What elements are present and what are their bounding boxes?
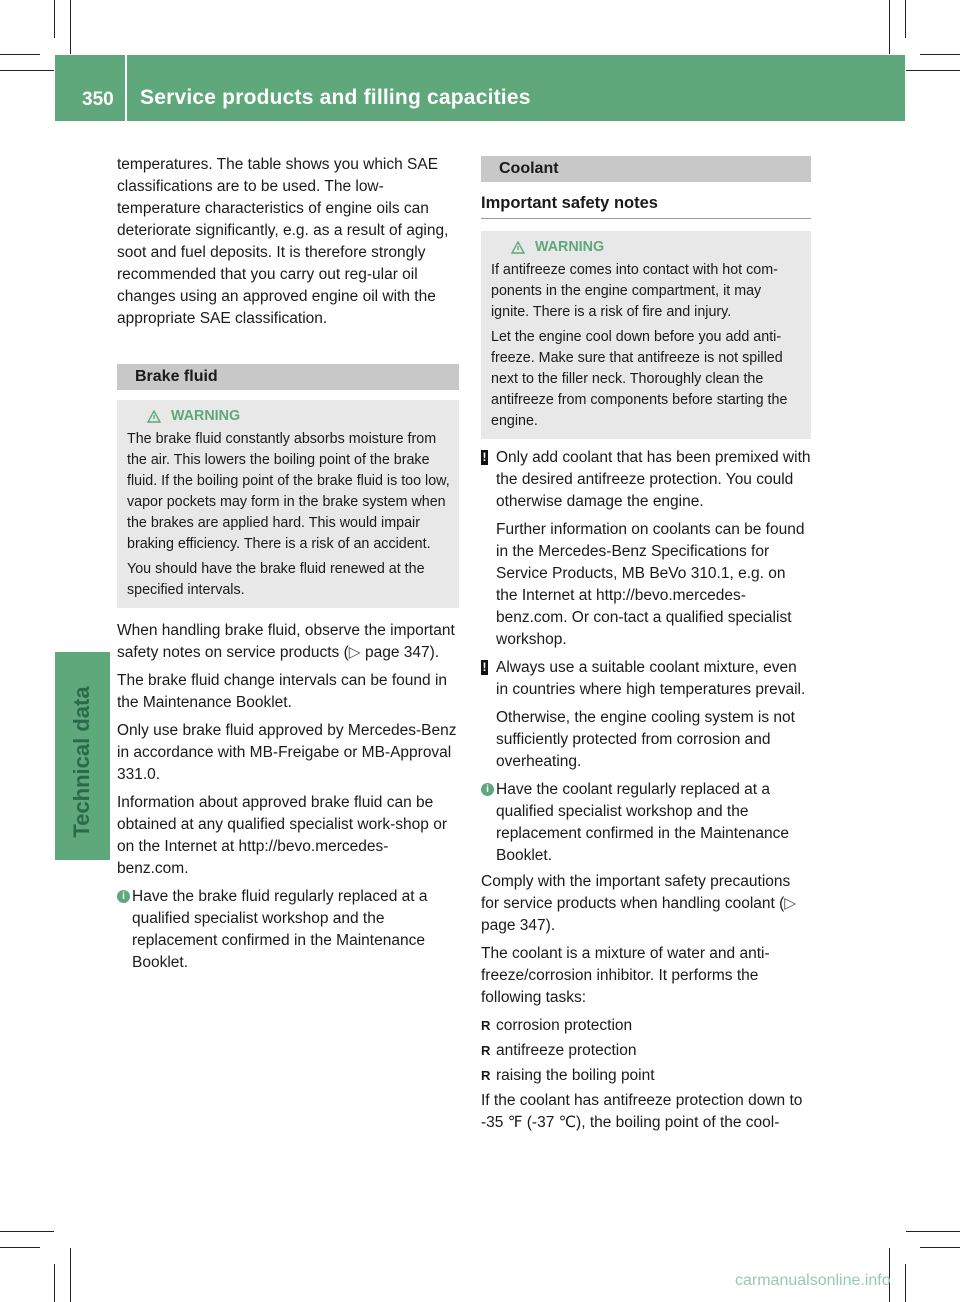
caution-text: Otherwise, the engine cooling system is not sufficiently protected from corrosion and overheating.	[496, 709, 795, 770]
crop-mark	[889, 0, 890, 54]
warning-text: The brake fluid constantly absorbs moisture from the air. This lowers the boiling point of the brake fluid. If the boiling point of the brake fluid is too low, vapor pockets may form in the brake system when the brakes are applied hard. This would impair braking efficiency. There is a risk of an accident.	[127, 431, 450, 552]
crop-mark	[54, 0, 55, 38]
warning-box-coolant	[481, 231, 811, 439]
header-divider	[125, 55, 127, 121]
info-note-text: Have the brake fluid regularly replaced at a qualified specialist workshop and the replacement confirmed in the Maintenance Booklet.	[132, 888, 428, 971]
crop-mark	[70, 1248, 71, 1302]
page-reference-link[interactable]: page 347	[481, 917, 546, 934]
info-note-text: Have the coolant regularly replaced at a qualified specialist workshop and the replacement confirmed in the Maintenance Booklet.	[496, 781, 789, 864]
crop-mark	[0, 1247, 40, 1248]
brake-info-paragraph: Information about approved brake fluid can be obtained at any qualified specialist work-shop or on the Internet at http://bevo.mercedes-benz.com.	[117, 794, 447, 877]
warning-title	[491, 237, 803, 258]
warning-title-text: WARNING	[171, 408, 241, 424]
bullet-icon: R	[481, 1018, 491, 1033]
crop-mark	[905, 0, 906, 38]
page-reference-icon: ▷	[784, 895, 797, 912]
coolant-safety-paragraph: Comply with the important safety precautions for service products when handling coolant (▷ page 347).	[481, 873, 797, 934]
warning-text: You should have the brake fluid renewed at the specified intervals.	[127, 561, 425, 598]
info-icon: i	[117, 890, 130, 903]
list-item: R corrosion protection	[481, 1015, 811, 1037]
page-reference-icon: ▷	[348, 644, 365, 661]
brake-interval-paragraph: The brake fluid change intervals can be found in the Maintenance Booklet.	[117, 672, 448, 711]
warning-triangle-icon	[147, 410, 161, 423]
crop-mark	[70, 0, 71, 54]
caution-text: Always use a suitable coolant mixture, even in countries where high temperatures prevail.	[496, 659, 806, 698]
page-reference-link[interactable]: page 347	[365, 644, 430, 661]
warning-box-brake	[117, 400, 459, 608]
page-title: Service products and filling capacities	[140, 86, 531, 109]
list-item: R raising the boiling point	[481, 1065, 811, 1087]
crop-mark	[905, 1264, 906, 1302]
section-heading-brake-fluid: Brake fluid	[117, 364, 459, 390]
right-column	[481, 156, 811, 1140]
crop-mark	[920, 1247, 960, 1248]
bullet-icon: R	[481, 1043, 491, 1058]
warning-title-text: WARNING	[535, 239, 605, 255]
section-heading-coolant: Coolant	[481, 156, 811, 182]
subheading-safety-notes: Important safety notes	[481, 192, 811, 219]
exclamation-icon: !	[482, 660, 487, 674]
page-number: 350	[82, 89, 114, 110]
warning-text: Let the engine cool down before you add anti-freeze. Make sure that antifreeze is not spilled next to the filler neck. Thoroughly clean the antifreeze from components before starting the engine.	[491, 329, 788, 429]
crop-mark	[0, 54, 40, 55]
info-icon: i	[481, 783, 494, 796]
intro-paragraph: temperatures. The table shows you which SAE classifications are to be used. The low-temperature characteristics of engine oils can deteriorate significantly, e.g. as a result of aging, soot and fuel deposits. It is therefore strongly recommended that you carry out reg-ular oil changes using an approved engine oil with the appropriate SAE classification.	[117, 156, 449, 327]
warning-title	[127, 406, 451, 427]
crop-mark	[0, 70, 54, 71]
caution-note	[481, 657, 811, 773]
warning-text: If antifreeze comes into contact with hot com-ponents in the engine compartment, it may ignite. There is a risk of fire and injury.	[491, 262, 778, 320]
info-note	[117, 886, 459, 974]
brake-safety-paragraph: When handling brake fluid, observe the important safety notes on service products (▷ page 347).	[117, 622, 455, 661]
caution-text: Only add coolant that has been premixed with the desired antifreeze protection. You could otherwise damage the engine.	[496, 449, 811, 510]
warning-triangle-icon	[511, 241, 525, 254]
crop-mark	[920, 54, 960, 55]
caution-text: Further information on coolants can be found in the Mercedes-Benz Specifications for Service Products, MB BeVo 310.1, e.g. on the Internet at http://bevo.mercedes-benz.com. Or con-tact a qualified specialist workshop.	[496, 521, 805, 648]
coolant-mixture-paragraph: The coolant is a mixture of water and anti-freeze/corrosion inhibitor. It performs the following tasks:	[481, 945, 770, 1006]
crop-mark	[54, 1264, 55, 1302]
crop-mark	[906, 70, 960, 71]
watermark: carmanualsonline.info	[735, 1272, 891, 1289]
coolant-boiling-paragraph: If the coolant has antifreeze protection down to -35 ℉ (-37 ℃), the boiling point of the cool-	[481, 1092, 803, 1131]
crop-mark	[0, 1231, 54, 1232]
brake-approval-paragraph: Only use brake fluid approved by Mercedes-Benz in accordance with MB-Freigabe or MB-Approval 331.0.	[117, 722, 457, 783]
side-tab-label: Technical data	[69, 686, 94, 838]
exclamation-icon: !	[482, 450, 487, 464]
crop-mark	[906, 1231, 960, 1232]
list-item: R antifreeze protection	[481, 1040, 811, 1062]
caution-note	[481, 447, 811, 651]
bullet-icon: R	[481, 1068, 491, 1083]
left-column	[117, 154, 459, 974]
info-note	[481, 779, 811, 867]
